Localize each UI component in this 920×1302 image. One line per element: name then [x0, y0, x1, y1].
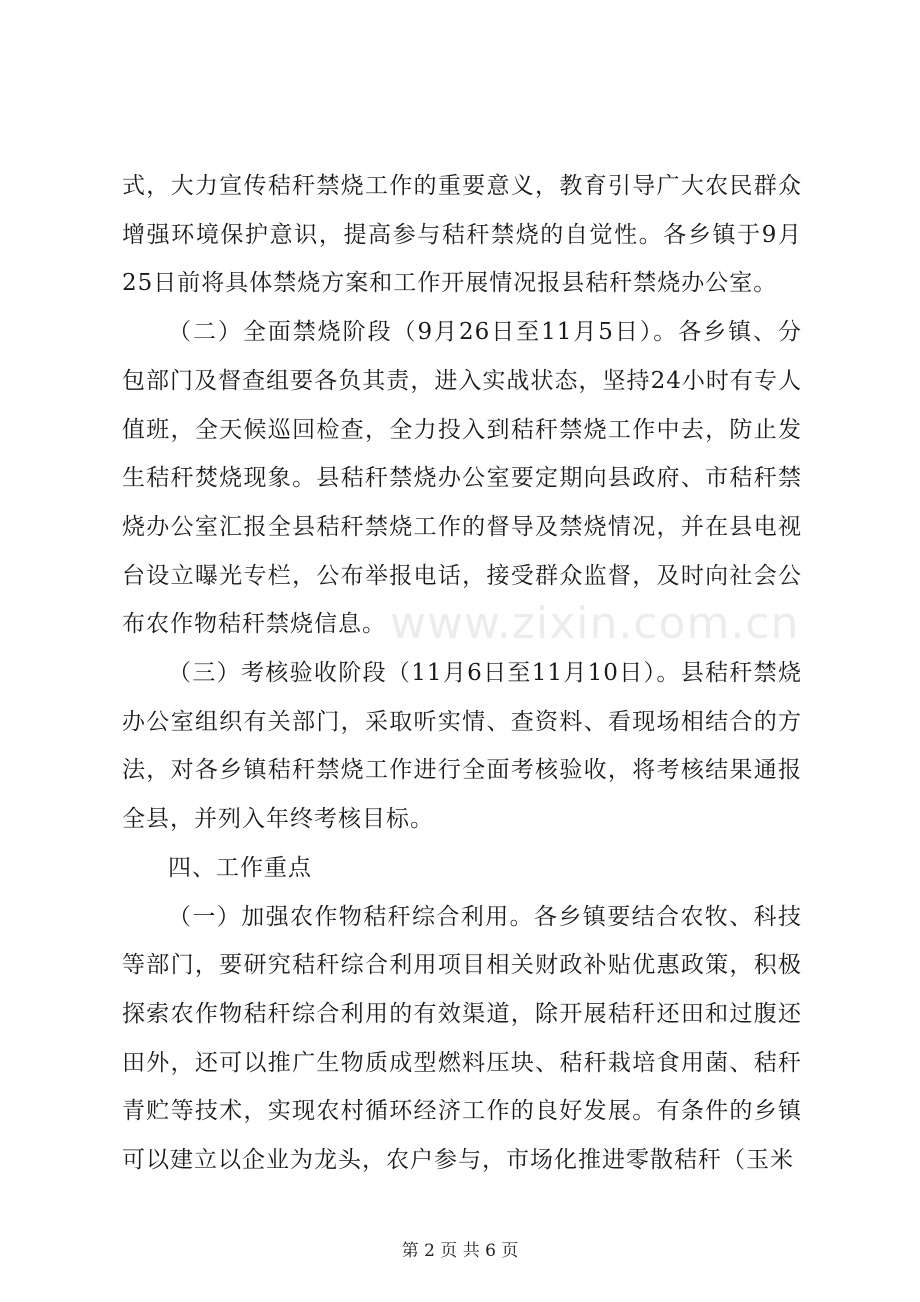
- watermark: www.zixin.com.cn: [390, 598, 800, 649]
- paragraph-5: （一）加强农作物秸秆综合利用。各乡镇要结合农牧、科技等部门，要研究秸秆综合利用项目相关财政补贴优惠政策，积极探索农作物秸秆综合利用的有效渠道，除开展秸秆还田和过腹还田外，还可以推广生物质成型燃料压块、秸秆栽培食用菌、秸秆青贮等技术，实现农村循环经济工作的良好发展。有条件的乡镇可以建立以企业为龙头，农户参与，市场化推进零散秸秆（玉米: [122, 903, 802, 1174]
- page-footer: 第 2 页 共 6 页: [401, 1241, 519, 1261]
- paragraph-1: 式，大力宣传秸秆禁烧工作的重要意义，教育引导广大农民群众增强环境保护意识，提高参与秸秆禁烧的自觉性。各乡镇于9月25日前将具体禁烧方案和工作开展情况报县秸秆禁烧办公室。: [122, 173, 802, 297]
- paragraph-2: （二）全面禁烧阶段（9月26日至11月5日）。各乡镇、分包部门及督查组要各负其责，进入实战状态，坚持24小时有专人值班，全天候巡回检查，全力投入到秸秆禁烧工作中去，防止发生秸秆焚烧现象。县秸秆禁烧办公室要定期向县政府、市秸秆禁烧办公室汇报全县秸秆禁烧工作的督导及禁烧情况，并在县电视台设立曝光专栏，公布举报电话，接受群众监督，及时向社会公布农作物秸秆禁烧信息。: [122, 319, 802, 638]
- document-body: [122, 162, 802, 1185]
- section-heading: 四、工作重点: [168, 854, 312, 881]
- paragraph-3: （三）考核验收阶段（11月6日至11月10日）。县秸秆禁烧办公室组织有关部门，采取听实情、查资料、看现场相结合的方法，对各乡镇秸秆禁烧工作进行全面考核验收，将考核结果通报全县，并列入年终考核目标。: [122, 660, 802, 833]
